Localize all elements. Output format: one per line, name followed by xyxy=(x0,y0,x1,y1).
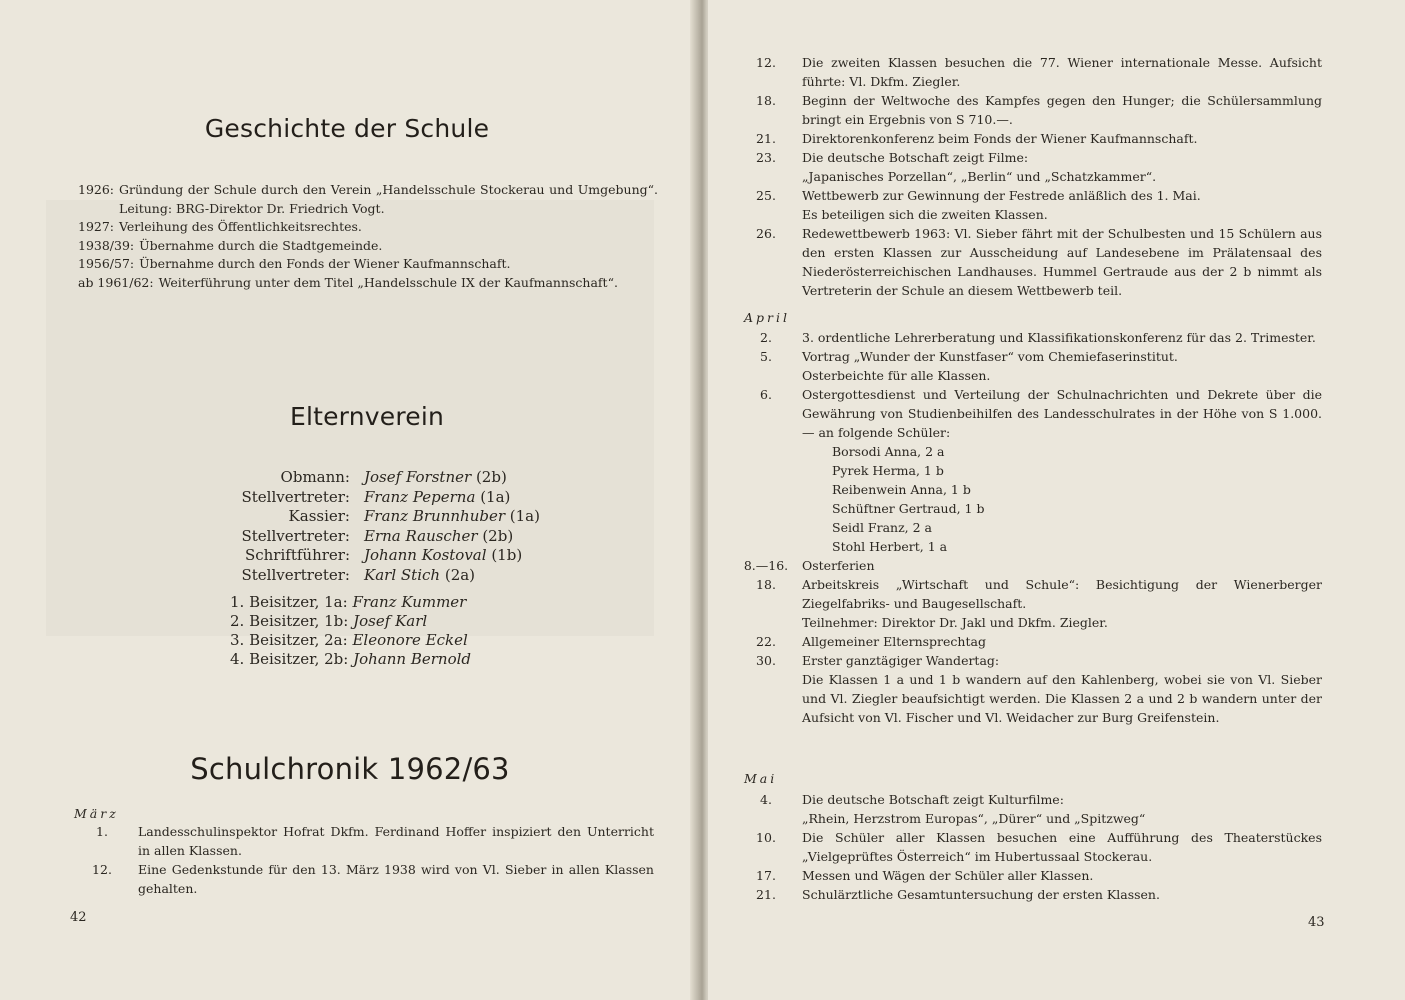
left-page xyxy=(0,0,694,1000)
history-list xyxy=(78,181,658,292)
student-name: Borsodi Anna, 2 a xyxy=(832,444,945,459)
history-item: 1938/39: Übernahme durch die Stadtgemeinde. xyxy=(78,237,383,253)
assessor: 4. Beisitzer, 2b: Johann Bernold xyxy=(230,650,472,668)
board-member: Obmann: Josef Forstner (2b) xyxy=(280,468,507,486)
april-heading: April xyxy=(744,310,790,325)
history-item: 1927: Verleihung des Öffentlichkeitsrechtes. xyxy=(78,219,362,234)
chronicle-entry: 17. Messen und Wägen der Schüler aller Klassen. xyxy=(756,868,1094,883)
chronicle-entry: 22. Allgemeiner Elternsprechtag xyxy=(756,634,986,649)
board-list xyxy=(150,468,650,669)
chronicle-entry: 10. Die Schüler aller Klassen besuchen eine Aufführung des Theaterstückes „Vielgeprüftes Österreich“ im Hubertussaal Stockerau. xyxy=(756,830,1322,864)
student-name: Reibenwein Anna, 1 b xyxy=(832,482,971,497)
chronicle-entry: 4. Die deutsche Botschaft zeigt Kulturfilme: „Rhein, Herzstrom Europas“, „Dürer“ und „Spitzweg“ xyxy=(760,792,1146,826)
month-heading: März xyxy=(74,806,119,821)
board-member: Stellvertreter: Franz Peperna (1a) xyxy=(241,487,511,506)
right-page xyxy=(708,0,1405,1000)
board-member: Stellvertreter: Erna Rauscher (2b) xyxy=(241,526,514,545)
chronicle-entry: 5. Vortrag „Wunder der Kunstfaser“ vom Chemiefaserinstitut. Osterbeichte für alle Klassen. xyxy=(760,349,1178,383)
chronicle-entry: 21. Schulärztliche Gesamtuntersuchung der ersten Klassen. xyxy=(756,887,1160,902)
history-item: 1926: Gründung der Schule durch den Verein „Handelsschule Stockerau und Umgebung“. Leitung: BRG-Direktor Dr. Friedrich Vogt. xyxy=(78,182,658,216)
association-title: Elternverein xyxy=(289,402,445,431)
chronicle-entry: 18. Beginn der Weltwoche des Kampfes gegen den Hunger; die Schülersammlung bringt ein Ergebnis von S 710.—. xyxy=(756,93,1322,127)
chronicle-entry: 12. Eine Gedenkstunde für den 13. März 1938 wird von Vl. Sieber in allen Klassen gehalten. xyxy=(92,862,654,896)
history-item: 1956/57: Übernahme durch den Fonds der Wiener Kaufmannschaft. xyxy=(78,256,511,271)
chronicle-entry: 18. Arbeitskreis „Wirtschaft und Schule“: Besichtigung der Wienerberger Ziegelfabriks- und Baugesellschaft. Teilnehmer: Direktor Dr. Jakl und Dkfm. Ziegler. xyxy=(756,577,1322,630)
may-heading: Mai xyxy=(744,771,778,786)
student-name: Stohl Herbert, 1 a xyxy=(832,539,948,554)
chronicle-entry: 25. Wettbewerb zur Gewinnung der Festrede anläßlich des 1. Mai. Es beteiligen sich die zweiten Klassen. xyxy=(756,188,1201,222)
chronicle-entry: 30. Erster ganztägiger Wandertag: Die Klassen 1 a und 1 b wandern auf den Kahlenberg, wobei sie von Vl. Sieber und Vl. Ziegler beaufsichtigt werden. Die Klassen 2 a und 2 b wandern unter der Aufsicht von Vl. Fischer und Vl. Weidacher zur Burg Greifenstein. xyxy=(756,653,1322,725)
chronicle-entry: 2. 3. ordentliche Lehrerberatung und Klassifikationskonferenz für das 2. Trimester. xyxy=(760,330,1316,345)
page-number: 43 xyxy=(1308,915,1325,930)
assessor: 3. Beisitzer, 2a: Eleonore Eckel xyxy=(230,631,468,649)
board-member: Stellvertreter: Karl Stich (2a) xyxy=(241,565,476,584)
history-item: ab 1961/62: Weiterführung unter dem Titel „Handelsschule IX der Kaufmannschaft“. xyxy=(78,274,618,290)
chronicle-entry: 21. Direktorenkonferenz beim Fonds der Wiener Kaufmannschaft. xyxy=(756,131,1198,146)
may-entries xyxy=(730,790,1322,904)
student-name: Seidl Franz, 2 a xyxy=(832,520,932,535)
chronicle-entry: 23. Die deutsche Botschaft zeigt Filme: „Japanisches Porzellan“, „Berlin“ und „Schatzkammer“. xyxy=(756,150,1157,184)
assessor-list xyxy=(230,593,650,669)
chronicle-entry: 12. Die zweiten Klassen besuchen die 77. Wiener internationale Messe. Aufsicht führte: Vl. Dkfm. Ziegler. xyxy=(756,55,1322,89)
chronicle-entry: 6. Ostergottesdienst und Verteilung der Schulnachrichten und Dekrete über die Gewährung von Studienbeihilfen des Landesschulrates in der Höhe von S 1.000.— an folgende Schüler: Borsodi Anna, 2 a Pyrek Herma, 1 b Reibenwein Anna, 1 b Schüftner Gertraud, 1 b Seidl Franz, 2 a Stohl Herbert, 1 a xyxy=(760,387,1322,554)
march-entries-left xyxy=(66,822,654,898)
chronicle-entry: 1. Landesschulinspektor Hofrat Dkfm. Ferdinand Hoffer inspiziert den Unterricht in allen Klassen. xyxy=(96,824,654,858)
march-entries-right xyxy=(730,53,1322,300)
board-member: Schriftführer: Johann Kostoval (1b) xyxy=(244,546,523,564)
chronicle-entry: 8.—16. Osterferien xyxy=(743,558,875,573)
student-name: Schüftner Gertraud, 1 b xyxy=(832,501,985,516)
history-title: Geschichte der Schule xyxy=(204,114,490,143)
chronicle-title: Schulchronik 1962/63 xyxy=(190,752,510,786)
chronicle-entry: 26. Redewettbewerb 1963: Vl. Sieber fährt mit der Schulbesten und 15 Schülern aus den ersten Klassen zur Ausscheidung auf Landesebene im Prälatensaal des Niederösterreichischen Landhauses. Hummel Gertraude aus der 2 b nimmt als Vertreterin der Schule an diesem Wettbewerb teil. xyxy=(756,226,1322,298)
april-entries xyxy=(730,328,1322,727)
page-number: 42 xyxy=(70,910,87,925)
board-member: Kassier: Franz Brunnhuber (1a) xyxy=(288,507,540,525)
student-name: Pyrek Herma, 1 b xyxy=(832,463,944,478)
assessor: 2. Beisitzer, 1b: Josef Karl xyxy=(230,612,428,630)
assessor: 1. Beisitzer, 1a: Franz Kummer xyxy=(230,593,467,611)
